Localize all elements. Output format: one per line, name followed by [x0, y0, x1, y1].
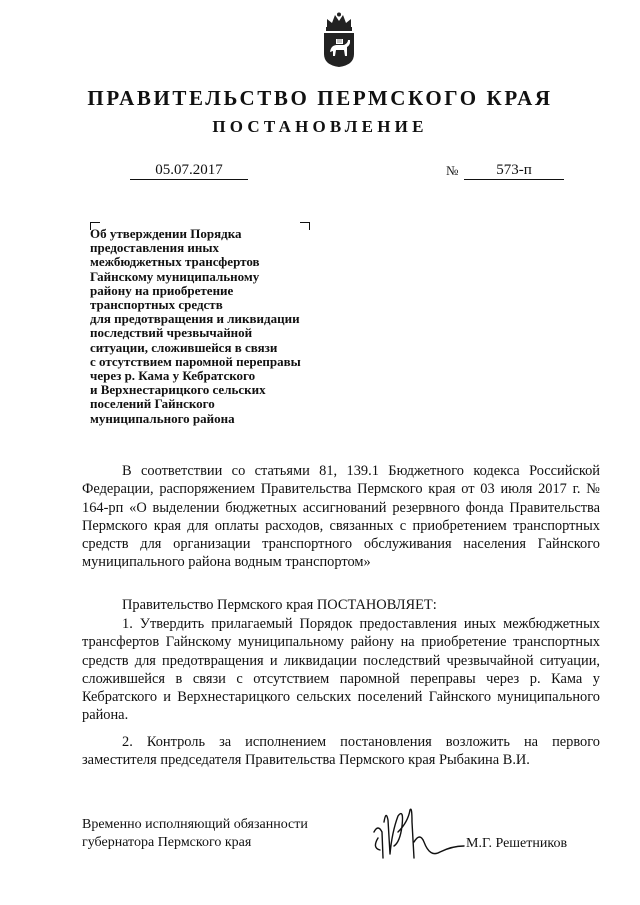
subject-line: Об утверждении Порядка: [90, 226, 242, 241]
subject-line: для предотвращения и ликвидации: [90, 311, 300, 327]
subject-line: последствий чрезвычайной: [90, 325, 253, 341]
signatory-position: [82, 816, 342, 851]
subject-line: муниципального района: [90, 410, 235, 426]
subject-line: транспортных средств: [90, 297, 223, 313]
resolve-paragraph: Правительство Пермского края ПОСТАНОВЛЯЕТ:: [122, 597, 437, 613]
document-subject: [90, 227, 370, 426]
document-type: ПОСТАНОВЛЕНИЕ: [212, 117, 428, 136]
subject-line: с отсутствием паромной переправы: [90, 353, 301, 369]
subject-line: району на приобретение: [90, 282, 234, 298]
document-date: 05.07.2017: [130, 161, 248, 180]
organization-title: ПРАВИТЕЛЬСТВО ПЕРМСКОГО КРАЯ: [87, 86, 553, 110]
number-sign: №: [446, 163, 459, 178]
subject-line: межбюджетных трансфертов: [90, 254, 260, 270]
subject-line: через р. Кама у Кебратского: [90, 368, 256, 384]
subject-line: предоставления иных: [90, 240, 220, 256]
item-2-paragraph: 2. Контроль за исполнением постановления возложить на первого заместителя председателя Правительства Пермского края Рыбакина В.И.: [82, 734, 600, 769]
signatory-position-line: Временно исполняющий обязанности: [82, 817, 308, 832]
subject-line: ситуации, сложившейся в связи: [90, 339, 278, 355]
perm-krai-coat-of-arms-icon: [321, 12, 357, 68]
subject-line: поселений Гайнского: [90, 396, 215, 412]
handwritten-signature: [368, 802, 468, 864]
item-1-paragraph: 1. Утвердить прилагаемый Порядок предоставления иных межбюджетных трансфертов Гайнскому муниципальному району на приобретение транспортных средств для предотвращения и ликвидации последствий чрезвычайной ситуации, сложившейся в связи с отсутствием паромной переправы через р. Кама у Кебратского и Верхнестарицкого сельских поселений Гайнского муниципального района.: [82, 616, 600, 724]
subject-line: Гайнскому муниципальному: [90, 268, 260, 284]
document-number: 573-п: [464, 161, 564, 180]
signatory-position-line: губернатора Пермского края: [82, 834, 252, 850]
basis-paragraph: В соответствии со статьями 81, 139.1 Бюджетного кодекса Российской Федерации, распоряжением Правительства Пермского края от 03 июля 2017 г. № 164-рп «О выделении бюджетных ассигнований резервного фонда Правительства Пермского края для оплаты расходов, связанных с приобретением транспортных средств для организации транспортного обслуживания населения Гайнского муниципального района водным транспортом»: [82, 463, 600, 571]
subject-line: и Верхнестарицкого сельских: [90, 382, 266, 398]
signatory-name: М.Г. Решетников: [466, 836, 568, 851]
